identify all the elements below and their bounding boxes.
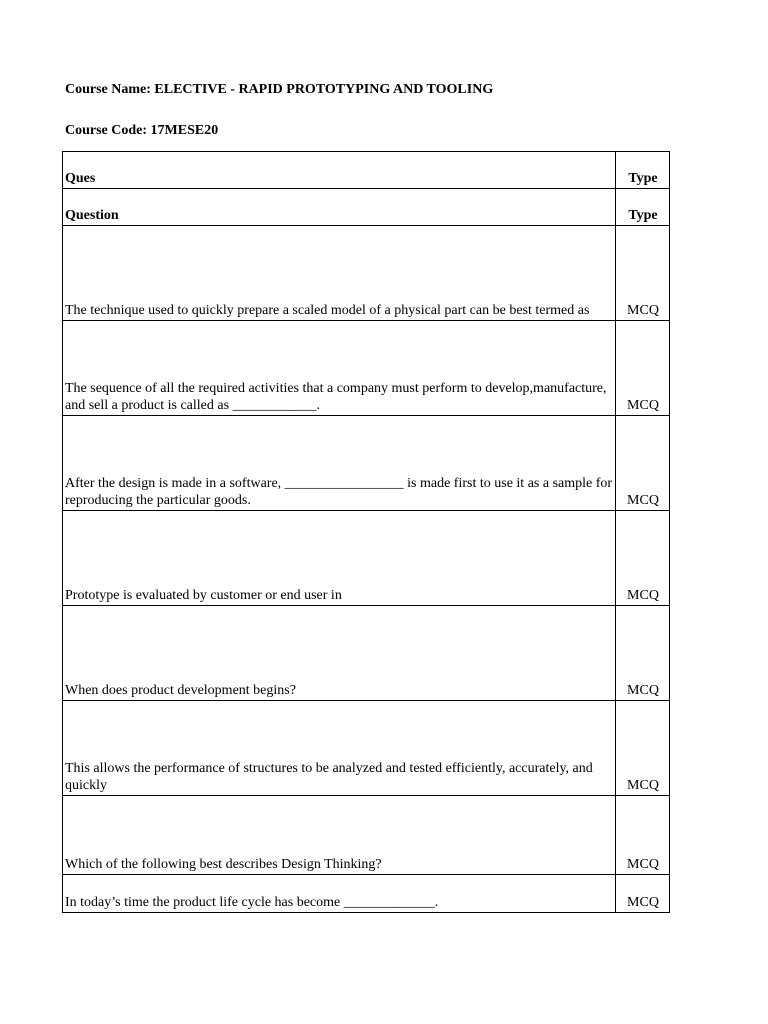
table-row	[63, 511, 670, 606]
table-header-row	[63, 152, 670, 189]
question-cell: After the design is made in a software, _________________ is made first to use it as a sample for reproducing the particular goods.	[63, 416, 616, 511]
course-code: Course Code: 17MESE20	[65, 123, 219, 138]
table-row	[63, 226, 670, 321]
type-cell: MCQ	[616, 606, 670, 701]
question-table	[62, 151, 670, 913]
type-cell: MCQ	[616, 796, 670, 875]
header-ques-cell: Ques	[63, 152, 616, 189]
type-cell: MCQ	[616, 321, 670, 416]
table-header-row	[63, 189, 670, 226]
question-cell: The technique used to quickly prepare a scaled model of a physical part can be best termed as	[63, 226, 616, 321]
question-cell: The sequence of all the required activities that a company must perform to develop,manufacture, and sell a product is called as ____________.	[63, 321, 616, 416]
type-cell: MCQ	[616, 511, 670, 606]
type-cell: MCQ	[616, 875, 670, 913]
header-type-cell: Type	[616, 152, 670, 189]
type-cell: MCQ	[616, 416, 670, 511]
header-question-cell: Question	[63, 189, 616, 226]
table-row	[63, 321, 670, 416]
course-name: Course Name: ELECTIVE - RAPID PROTOTYPING AND TOOLING	[65, 82, 494, 97]
type-cell: MCQ	[616, 701, 670, 796]
table-row	[63, 701, 670, 796]
table-row	[63, 416, 670, 511]
table-row	[63, 606, 670, 701]
question-cell: In today’s time the product life cycle has become _____________.	[63, 875, 616, 913]
question-cell: When does product development begins?	[63, 606, 616, 701]
question-cell: This allows the performance of structures to be analyzed and tested efficiently, accurately, and quickly	[63, 701, 616, 796]
question-cell: Prototype is evaluated by customer or end user in	[63, 511, 616, 606]
type-cell: MCQ	[616, 226, 670, 321]
question-cell: Which of the following best describes Design Thinking?	[63, 796, 616, 875]
header-type-cell: Type	[616, 189, 670, 226]
table-row	[63, 796, 670, 875]
table-row	[63, 875, 670, 913]
